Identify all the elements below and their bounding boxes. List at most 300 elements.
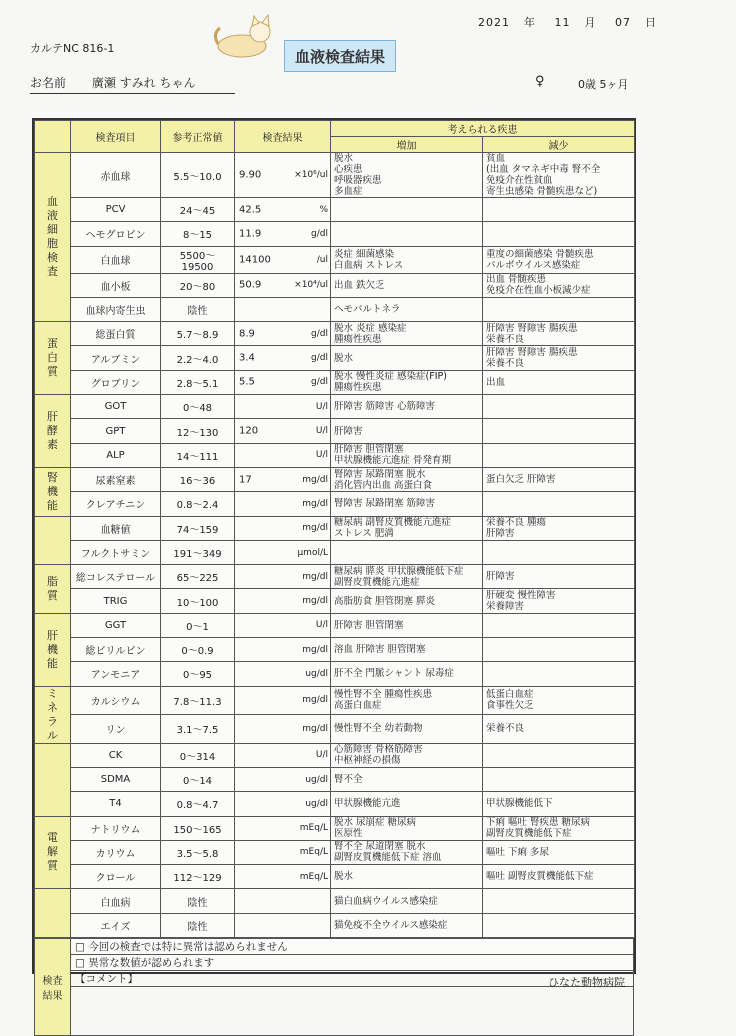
reference-range: 陰性 [161,297,235,321]
disease-line: 脱水 [334,352,354,364]
increase-diseases [331,686,483,715]
disease-line: 嘔吐 副腎皮質機能低下症 [486,871,594,883]
increase-diseases [331,565,483,589]
result-value: 42.5 [239,204,262,216]
result-unit: mg/dl [302,723,328,734]
disease-line: 肝障害 [486,528,515,540]
increase-diseases [331,346,483,370]
disease-line: 出血 鉄欠乏 [334,279,385,291]
increase-diseases [331,540,483,564]
result-unit: mg/dl [302,695,328,706]
table-row [35,686,635,715]
increase-diseases [331,246,483,273]
result-unit: U/l [315,426,328,437]
result-cell [235,589,331,613]
summary-table [34,938,634,1036]
table-row [35,273,635,297]
hospital-name: ひなた動物病院 [548,976,625,989]
date-day: 07 [615,16,631,29]
disease-line: 消化管内出血 高蛋白食 [334,479,433,491]
reference-range: 5500〜19500 [161,246,235,273]
disease-line: 肝硬変 慢性障害 [486,590,556,602]
decrease-diseases [483,840,635,864]
decrease-diseases [483,816,635,840]
date-year-unit: 年 [524,16,536,29]
reference-range: 3.5〜5.8 [161,840,235,864]
table-row [35,662,635,686]
disease-line: 高蛋白血症 [334,700,382,712]
table-row [35,743,635,767]
disease-line: 栄養不良 [486,358,525,370]
decrease-diseases [483,743,635,767]
karte-number: カルテNC 816-1 [30,42,115,55]
item-name: カリウム [71,840,161,864]
disease-line: 腎不全 尿道閉塞 脱水 [334,841,426,853]
group-label [35,516,71,565]
result-unit: mg/dl [302,523,328,534]
table-row [35,443,635,467]
result-cell [235,638,331,662]
table-row [35,153,635,198]
disease-line: 脱水 [334,153,354,164]
header-decrease: 減少 [483,137,635,153]
result-cell [235,246,331,273]
option-abnormal[interactable]: □ 異常な数値が認められます [71,955,634,971]
result-cell [235,913,331,937]
increase-diseases [331,613,483,637]
table-row [35,395,635,419]
disease-line: 高脂肪食 胆管閉塞 膵炎 [334,595,436,607]
group-label: 電 解 質 [35,816,71,889]
item-name: PCV [71,198,161,222]
female-symbol-icon: ♀ [535,74,545,89]
result-cell [235,198,331,222]
table-row [35,865,635,889]
table-row [35,346,635,370]
result-unit: mg/dl [302,571,328,582]
item-name: 血糖値 [71,516,161,540]
disease-line: 脱水 慢性炎症 感染症(FIP) [334,371,447,383]
decrease-diseases [483,346,635,370]
disease-line: 副腎皮質機能低下症 溶血 [334,852,442,864]
table-row [35,889,635,913]
reference-range: 0〜1 [161,613,235,637]
group-label [35,889,71,938]
result-cell [235,322,331,346]
decrease-diseases [483,322,635,346]
result-unit: /ul [316,254,328,265]
table-row [35,492,635,516]
result-unit: ug/dl [305,774,328,785]
result-value: 8.9 [239,328,255,340]
disease-line: 肝障害 腎障害 腸疾患 [486,322,578,334]
result-cell [235,443,331,467]
decrease-diseases [483,395,635,419]
item-name: 総ビリルビン [71,638,161,662]
increase-diseases [331,322,483,346]
table-row [35,840,635,864]
decrease-diseases [483,153,635,198]
item-name: GGT [71,613,161,637]
result-value: 17 [239,474,252,486]
result-cell [235,395,331,419]
decrease-diseases [483,565,635,589]
result-unit: mg/dl [302,498,328,509]
reference-range: 24〜45 [161,198,235,222]
result-unit: U/l [315,450,328,461]
table-row [35,370,635,394]
page-title: 血液検査結果 [284,40,396,72]
result-unit: μmol/L [297,547,328,558]
table-row [35,792,635,816]
header-increase: 増加 [331,137,483,153]
item-name: ALP [71,443,161,467]
disease-line: 脱水 炎症 感染症 [334,322,407,334]
disease-line: 重度の細菌感染 骨髄疾患 [486,248,594,260]
result-value: 14100 [239,254,271,266]
header-reference: 参考正常値 [161,121,235,153]
decrease-diseases [483,246,635,273]
result-unit: ug/dl [305,668,328,679]
disease-line: 肝障害 腎障害 腸疾患 [486,347,578,359]
disease-line: 栄養不良 腫瘍 [486,517,547,529]
result-cell [235,840,331,864]
result-cell [235,565,331,589]
result-cell [235,153,331,198]
disease-line: (出血 タマネギ中毒 腎不全 [486,164,601,175]
comment-area[interactable] [71,987,634,1036]
disease-line: 下痢 嘔吐 腎疾患 糖尿病 [486,817,591,829]
item-name: SDMA [71,767,161,791]
disease-line: 免疫介在性貧血 [486,175,553,186]
increase-diseases [331,743,483,767]
decrease-diseases [483,540,635,564]
table-row [35,589,635,613]
disease-line: 出血 骨髄疾患 [486,274,547,286]
table-row [35,767,635,791]
result-cell [235,767,331,791]
name-label: お名前 [30,76,67,90]
increase-diseases [331,297,483,321]
increase-diseases [331,419,483,443]
decrease-diseases [483,589,635,613]
item-name: 総蛋白質 [71,322,161,346]
reference-range: 0〜314 [161,743,235,767]
result-cell [235,419,331,443]
table-row [35,816,635,840]
result-value: 9.90 [239,169,262,181]
disease-line: 低蛋白血症 [486,689,534,701]
increase-diseases [331,767,483,791]
disease-line: 呼吸器疾患 [334,175,382,186]
table-row [35,565,635,589]
result-unit: mg/dl [302,474,328,485]
item-name: TRIG [71,589,161,613]
option-normal[interactable]: □ 今回の検査では特に異常は認められません [71,939,634,955]
result-unit: U/l [315,750,328,761]
result-cell [235,370,331,394]
increase-diseases [331,715,483,744]
disease-line: 慢性腎不全 幼若動物 [334,723,423,735]
decrease-diseases [483,222,635,246]
decrease-diseases [483,467,635,491]
item-name: フルクトサミン [71,540,161,564]
result-cell [235,816,331,840]
report-date [478,14,671,30]
disease-line: 慢性腎不全 腫瘍性疾患 [334,689,433,701]
disease-line: 甲状腺機能亢進 [334,798,401,810]
result-unit: mEq/L [299,823,328,834]
result-cell [235,792,331,816]
disease-line: 肝障害 胆管閉塞 [334,444,404,456]
table-row [35,913,635,937]
increase-diseases [331,443,483,467]
reference-range: 0〜95 [161,662,235,686]
disease-line: 多血症 [334,186,363,197]
decrease-diseases [483,715,635,744]
table-row [35,613,635,637]
disease-line: 副腎皮質機能低下症 [486,828,572,840]
item-name: T4 [71,792,161,816]
result-unit: ug/dl [305,798,328,809]
disease-line: 白血病 ストレス [334,259,404,271]
date-day-unit: 日 [645,16,657,29]
result-unit: g/dl [311,228,328,239]
result-unit: U/l [315,620,328,631]
disease-line: 炎症 細菌感染 [334,248,395,260]
result-cell [235,297,331,321]
increase-diseases [331,589,483,613]
header-diseases: 考えられる疾患 [331,121,635,137]
increase-diseases [331,153,483,198]
disease-line: 栄養不良 [486,723,525,735]
decrease-diseases [483,865,635,889]
reference-range: 150〜165 [161,816,235,840]
result-unit: mg/dl [302,596,328,607]
reference-range: 0.8〜2.4 [161,492,235,516]
disease-line: 嘔吐 下痢 多尿 [486,846,550,858]
table-row [35,516,635,540]
decrease-diseases [483,492,635,516]
table-row [35,297,635,321]
result-cell [235,516,331,540]
result-value: 5.5 [239,376,255,388]
disease-line: 心筋障害 骨格筋障害 [334,744,423,756]
disease-line: 心疾患 [334,164,363,175]
result-value: 11.9 [239,228,262,240]
result-cell [235,222,331,246]
reference-range: 5.5〜10.0 [161,153,235,198]
item-name: GPT [71,419,161,443]
table-row [35,222,635,246]
disease-line: 甲状腺機能亢進症 骨発育期 [334,455,452,467]
disease-line: ヘモバルトネラ [334,304,401,316]
table-row [35,198,635,222]
increase-diseases [331,889,483,913]
table-row [35,540,635,564]
disease-line: 脱水 [334,871,354,883]
item-name: 血球内寄生虫 [71,297,161,321]
result-unit: ×10⁴/ul [294,280,328,291]
blood-test-table [34,120,635,938]
reference-range: 16〜36 [161,467,235,491]
decrease-diseases [483,662,635,686]
table-row [35,322,635,346]
date-year: 2021 [478,16,510,29]
increase-diseases [331,913,483,937]
decrease-diseases [483,613,635,637]
item-name: 赤血球 [71,153,161,198]
result-unit: g/dl [311,377,328,388]
disease-line: 肝障害 胆管閉塞 [334,619,404,631]
result-cell [235,662,331,686]
disease-line: 糖尿病 膵炎 甲状腺機能低下症 [334,565,464,577]
reference-range: 112〜129 [161,865,235,889]
disease-line: 腫瘍性疾患 [334,382,382,394]
summary-label: 検査結果 [35,939,71,1036]
header-group [35,121,71,153]
result-cell [235,346,331,370]
increase-diseases [331,395,483,419]
result-unit: mEq/L [299,871,328,882]
item-name: ヘモグロビン [71,222,161,246]
disease-line: 栄養障害 [486,601,525,613]
patient-name: 廣瀬 すみれ ちゃん [91,76,196,90]
increase-diseases [331,792,483,816]
decrease-diseases [483,913,635,937]
disease-line: 寄生虫感染 骨髄疾患など) [486,186,598,197]
disease-line: 免疫介在性血小板減少症 [486,285,591,297]
item-name: アンモニア [71,662,161,686]
table-body [35,153,635,938]
item-name: CK [71,743,161,767]
disease-line: 糖尿病 副腎皮質機能亢進症 [334,517,452,529]
reference-range: 0〜14 [161,767,235,791]
increase-diseases [331,198,483,222]
increase-diseases [331,662,483,686]
disease-line: 副腎皮質機能亢進症 [334,576,420,588]
reference-range: 0〜48 [161,395,235,419]
disease-line: ストレス 肥満 [334,528,394,540]
result-value: 3.4 [239,352,255,364]
decrease-diseases [483,767,635,791]
result-cell [235,273,331,297]
result-cell [235,865,331,889]
group-label: 脂 質 [35,565,71,614]
increase-diseases [331,467,483,491]
item-name: 尿素窒素 [71,467,161,491]
reference-range: 14〜111 [161,443,235,467]
disease-line: 医原性 [334,828,363,840]
result-value: 50.9 [239,279,262,291]
reference-range: 65〜225 [161,565,235,589]
increase-diseases [331,370,483,394]
reference-range: 2.2〜4.0 [161,346,235,370]
result-unit: ×10⁶/ul [294,170,328,180]
disease-line: 脱水 尿崩症 糖尿病 [334,817,417,829]
result-unit: g/dl [311,328,328,339]
decrease-diseases [483,792,635,816]
disease-line: 溶血 肝障害 胆管閉塞 [334,644,426,656]
group-label: 肝 機 能 [35,613,71,686]
decrease-diseases [483,370,635,394]
result-cell [235,540,331,564]
increase-diseases [331,840,483,864]
decrease-diseases [483,273,635,297]
reference-range: 0〜0.9 [161,638,235,662]
result-cell [235,715,331,744]
decrease-diseases [483,686,635,715]
date-month: 11 [554,16,571,29]
result-cell [235,743,331,767]
reference-range: 5.7〜8.9 [161,322,235,346]
increase-diseases [331,816,483,840]
increase-diseases [331,273,483,297]
item-name: リン [71,715,161,744]
header-item: 検査項目 [71,121,161,153]
disease-line: 肝障害 筋障害 心筋障害 [334,401,436,413]
reference-range: 0.8〜4.7 [161,792,235,816]
reference-range: 2.8〜5.1 [161,370,235,394]
item-name: GOT [71,395,161,419]
result-cell [235,686,331,715]
disease-line: 食事性欠乏 [486,700,534,712]
disease-line: 中枢神経の損傷 [334,755,401,767]
item-name: 白血球 [71,246,161,273]
disease-line: パルボウイルス感染症 [486,259,581,271]
disease-line: 肝不全 門脈シャント 尿毒症 [334,668,454,680]
disease-line: 猫白血病ウイルス感染症 [334,895,438,907]
decrease-diseases [483,419,635,443]
result-unit: mEq/L [299,847,328,858]
group-label: 血 液 細 胞 検 査 [35,153,71,322]
item-name: アルブミン [71,346,161,370]
item-name: 白血病 [71,889,161,913]
patient-name-row [30,74,235,94]
table-row [35,467,635,491]
reference-range: 20〜80 [161,273,235,297]
result-value: 120 [239,425,259,437]
result-unit: mg/dl [302,644,328,655]
decrease-diseases [483,443,635,467]
item-name: ナトリウム [71,816,161,840]
result-unit: % [319,204,328,215]
item-name: エイズ [71,913,161,937]
decrease-diseases [483,297,635,321]
group-label: 肝 酵 素 [35,395,71,468]
decrease-diseases [483,638,635,662]
result-cell [235,613,331,637]
table-row [35,419,635,443]
header-result: 検査結果 [235,121,331,153]
result-cell [235,467,331,491]
reference-range: 10〜100 [161,589,235,613]
date-month-unit: 月 [584,16,597,29]
group-label: 蛋 白 質 [35,322,71,395]
item-name: カルシウム [71,686,161,715]
result-unit: g/dl [311,353,328,364]
disease-line: 腎障害 尿路閉塞 筋障害 [334,498,436,510]
increase-diseases [331,492,483,516]
disease-line: 栄養不良 [486,333,525,345]
reference-range: 12〜130 [161,419,235,443]
reference-range: 74〜159 [161,516,235,540]
result-cell [235,889,331,913]
disease-line: 腎不全 [334,774,363,786]
table-row [35,715,635,744]
decrease-diseases [483,516,635,540]
table-row [35,246,635,273]
